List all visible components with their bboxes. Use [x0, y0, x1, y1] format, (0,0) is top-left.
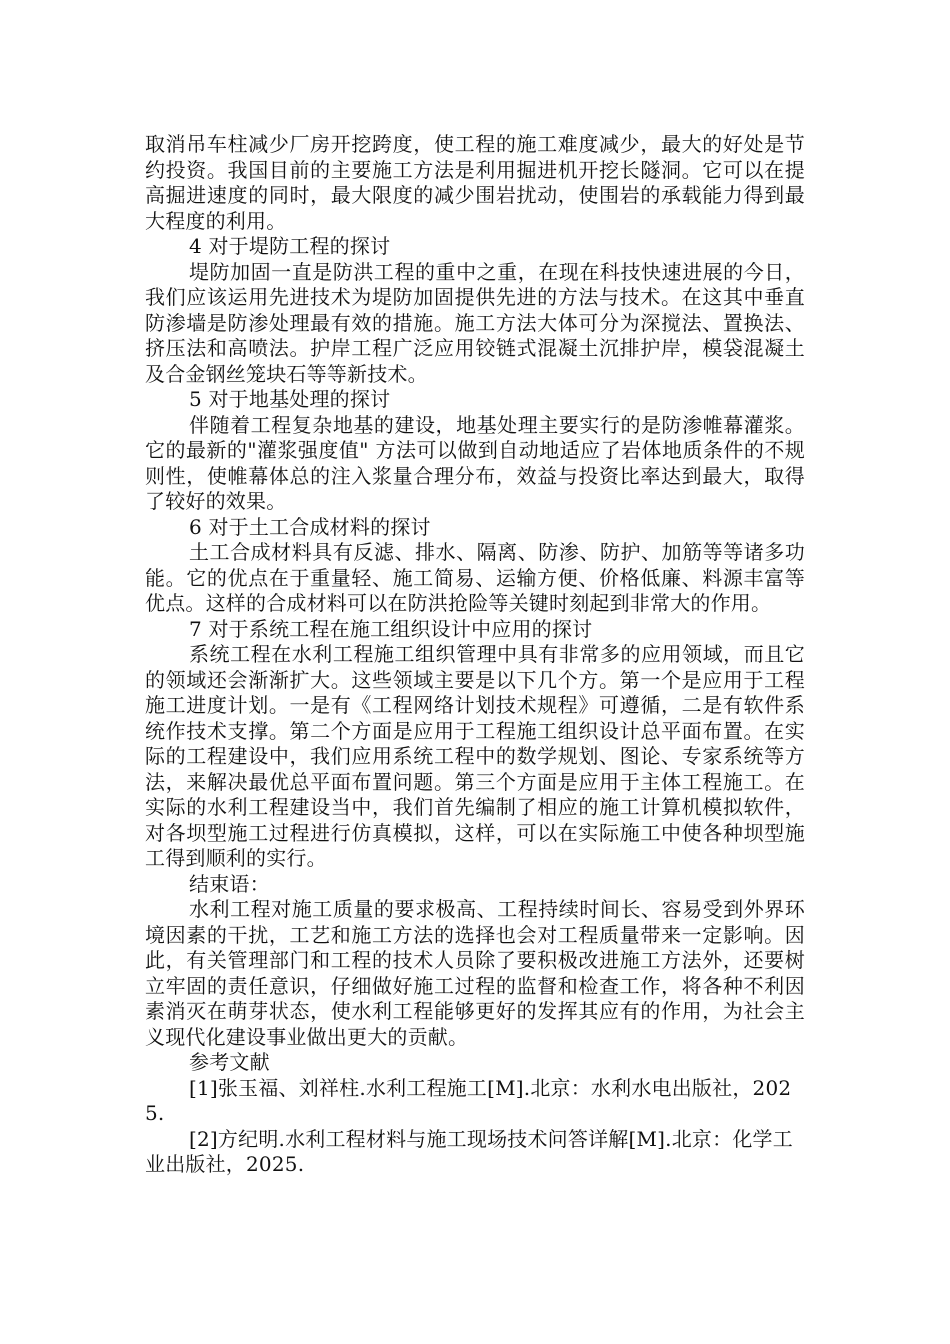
- section-7-paragraph: 系统工程在水利工程施工组织管理中具有非常多的应用领域，而且它的领域还会渐渐扩大。这些领域主要是以下几个方。第一个是应用于工程施工进度计划。一是有《工程网络计划技术规程》可遵循，二是有软件系统作技术支撑。第二个方面是应用于工程施工组织设计总平面布置。在实际的工程建设中，我们应用系统工程中的数学规划、图论、专家系统等方法，来解决最优总平面布置问题。第三个方面是应用于主体工程施工。在实际的水利工程建设当中，我们首先编制了相应的施工计算机模拟软件，对各坝型施工过程进行仿真模拟，这样，可以在实际施工中使各种坝型施工得到顺利的实行。: [145, 642, 805, 870]
- document-page: [145, 132, 805, 1178]
- conclusion-heading: 结束语：: [189, 871, 270, 896]
- intro-paragraph: 取消吊车柱减少厂房开挖跨度，使工程的施工难度减少，最大的好处是节约投资。我国目前的主要施工方法是利用掘进机开挖长隧洞。它可以在提高掘进速度的同时，最大限度的减少围岩扰动，使围岩的承载能力得到最大程度的利用。: [145, 132, 805, 233]
- reference-item-2: [2]方纪明.水利工程材料与施工现场技术问答详解[M].北京：化学工业出版社，2025.: [145, 1126, 793, 1176]
- section-7-heading: 7 对于系统工程在施工组织设计中应用的探讨: [189, 616, 593, 641]
- section-5-heading: 5 对于地基处理的探讨: [189, 387, 391, 411]
- conclusion-paragraph: 水利工程对施工质量的要求极高、工程持续时间长、容易受到外界环境因素的干扰，工艺和施工方法的选择也会对工程质量带来一定影响。因此，有关管理部门和工程的技术人员除了要积极改进施工方法外，还要树立牢固的责任意识，仔细做好施工过程的监督和检查工作，将各种不利因素消灭在萌芽状态，使水利工程能够更好的发挥其应有的作用，为社会主义现代化建设事业做出更大的贡献。: [145, 897, 805, 1049]
- section-6-heading: 6 对于土工合成材料的探讨: [189, 514, 431, 539]
- references-heading: 参考文献: [189, 1050, 270, 1074]
- reference-item-1: [1]张玉福、刘祥柱.水利工程施工[M].北京：水利水电出版社，2025.: [145, 1075, 792, 1125]
- section-6-paragraph: 土工合成材料具有反滤、排水、隔离、防渗、防护、加筋等等诸多功能。它的优点在于重量轻、施工简易、运输方便、价格低廉、料源丰富等优点。这样的合成材料可以在防洪抢险等关键时刻起到非常大的作用。: [145, 540, 805, 615]
- section-5-paragraph: 伴随着工程复杂地基的建设，地基处理主要实行的是防渗帷幕灌浆。它的最新的"灌浆强度值" 方法可以做到自动地适应了岩体地质条件的不规则性，使帷幕体总的注入浆量合理分布，效益与投资比率达到最大，取得了较好的效果。: [145, 412, 805, 513]
- section-4-heading: 4 对于堤防工程的探讨: [189, 234, 391, 258]
- section-4-paragraph: 堤防加固一直是防洪工程的重中之重，在现在科技快速进展的今日，我们应该运用先进技术为堤防加固提供先进的方法与技术。在这其中垂直防渗墙是防渗处理最有效的措施。施工方法大体可分为深搅法、置换法、挤压法和高喷法。护岸工程广泛应用铰链式混凝土沉排护岸，模袋混凝土及合金钢丝笼块石等等新技术。: [145, 259, 805, 386]
